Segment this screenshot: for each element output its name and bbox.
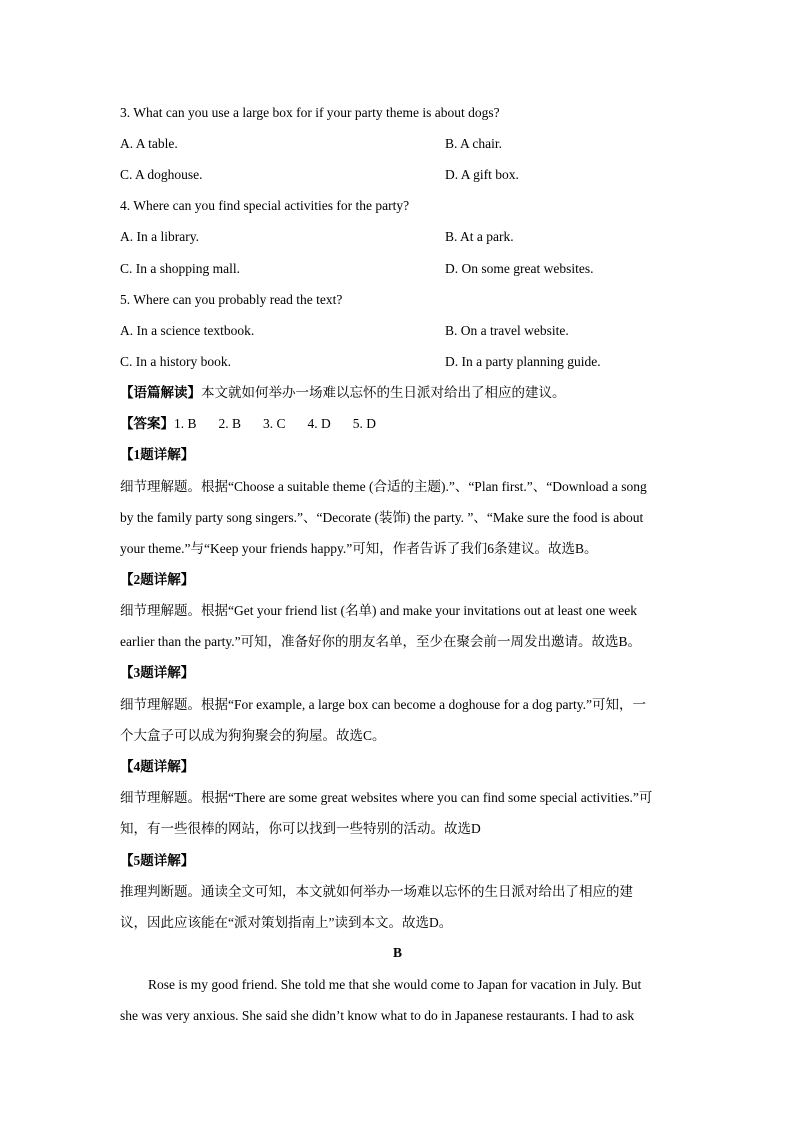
- answer-5: 5. D: [352, 416, 377, 431]
- detail-5-line-2: 议，因此应该能在“派对策划指南上”读到本文。故选D。: [120, 915, 453, 930]
- analysis-line: [120, 384, 566, 402]
- detail-1-line-2: by the family party song singers.”、“Decorate (装饰) the party. ”、“Make sure the food is about: [120, 510, 644, 525]
- q3-option-b: B. A chair.: [445, 136, 502, 151]
- question-3: 3. What can you use a large box for if your party theme is about dogs?: [120, 105, 500, 120]
- detail-2-line-2: earlier than the party.”可知，准备好你的朋友名单，至少在聚会前一周发出邀请。故选B。: [120, 634, 642, 649]
- analysis-text: 本文就如何举办一场难以忘怀的生日派对给出了相应的建议。: [201, 385, 566, 400]
- answer-2: 2. B: [218, 416, 242, 431]
- detail-1-heading: 【1题详解】: [120, 447, 195, 462]
- q3-option-a: A. A table.: [120, 136, 178, 151]
- section-b-title: B: [392, 945, 402, 960]
- q3-option-c: C. A doghouse.: [120, 167, 203, 182]
- section-b-line-1: Rose is my good friend. She told me that she would come to Japan for vacation in July. But: [148, 977, 642, 992]
- detail-2-heading: 【2题详解】: [120, 572, 195, 587]
- q5-option-b: B. On a travel website.: [445, 323, 569, 338]
- q4-option-d: D. On some great websites.: [445, 261, 594, 276]
- q3-option-d: D. A gift box.: [445, 167, 519, 182]
- analysis-label: 【语篇解读】: [120, 385, 201, 400]
- answer-4: 4. D: [307, 416, 331, 431]
- q5-option-a: A. In a science textbook.: [120, 323, 255, 338]
- q4-option-c: C. In a shopping mall.: [120, 261, 240, 276]
- detail-2-line-1: 细节理解题。根据“Get your friend list (名单) and make your invitations out at least one week: [120, 603, 638, 618]
- answer-3: 3. C: [263, 416, 286, 431]
- q4-option-b: B. At a park.: [445, 229, 514, 244]
- q5-option-d: D. In a party planning guide.: [445, 354, 601, 369]
- q5-option-c: C. In a history book.: [120, 354, 231, 369]
- detail-3-line-1: 细节理解题。根据“For example, a large box can become a doghouse for a dog party.”可知，一: [120, 697, 646, 712]
- q4-option-a: A. In a library.: [120, 229, 199, 244]
- detail-4-line-1: 细节理解题。根据“There are some great websites where you can find some special activities.”可: [120, 790, 653, 805]
- detail-1-line-3: your theme.”与“Keep your friends happy.”可知，作者告诉了我们6条建议。故选B。: [120, 541, 598, 556]
- detail-1-line-1: 细节理解题。根据“Choose a suitable theme (合适的主题).”、“Plan first.”、“Download a song: [120, 479, 647, 494]
- answer-label: 【答案】: [120, 416, 174, 431]
- detail-3-heading: 【3题详解】: [120, 665, 195, 680]
- question-4: 4. Where can you find special activities for the party?: [120, 198, 410, 213]
- detail-5-line-1: 推理判断题。通读全文可知，本文就如何举办一场难以忘怀的生日派对给出了相应的建: [120, 884, 633, 899]
- detail-4-heading: 【4题详解】: [120, 759, 195, 774]
- answer-1: 1. B: [174, 416, 197, 431]
- detail-4-line-2: 知，有一些很棒的网站，你可以找到一些特别的活动。故选D: [120, 821, 481, 836]
- detail-5-heading: 【5题详解】: [120, 853, 195, 868]
- question-5: 5. Where can you probably read the text?: [120, 292, 343, 307]
- section-b-line-2: she was very anxious. She said she didn’t know what to do in Japanese restaurants. I had to ask: [120, 1008, 635, 1023]
- answer-line: [120, 415, 398, 433]
- detail-3-line-2: 个大盒子可以成为狗狗聚会的狗屋。故选C。: [120, 728, 386, 743]
